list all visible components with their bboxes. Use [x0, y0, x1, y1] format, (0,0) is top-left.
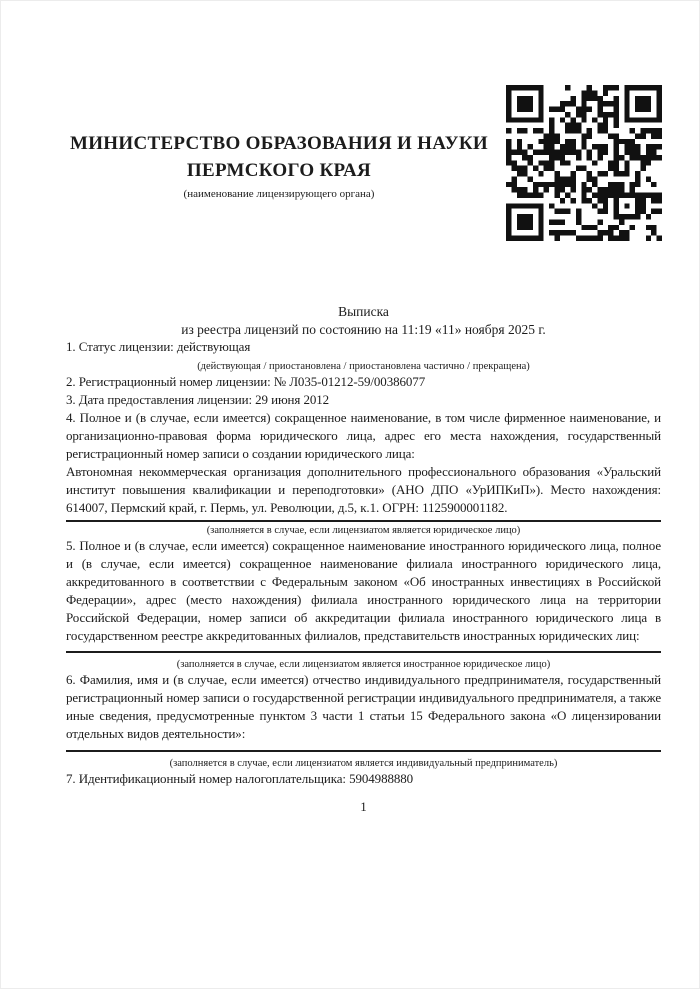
ministry-name-line2: ПЕРМСКОГО КРАЯ — [186, 160, 372, 181]
license-status-line: 1. Статус лицензии: действующая — [66, 339, 251, 354]
license-status-hint: (действующая / приостановлена / приостановлена частично / прекращена) — [197, 361, 530, 372]
license-grant-date-line: 3. Дата предоставления лицензии: 29 июня 2012 — [66, 392, 330, 407]
page-number: 1 — [360, 799, 367, 814]
blank-line-rule — [66, 520, 661, 522]
individual-entrepreneur-heading: 6. Фамилия, имя и (в случае, если имеется) отчество индивидуального предпринимателя, государственный регистрационный номер записи о государственной регистрации индивидуального предпринимателя, а также иные сведения, предусмотренные пунктом 3 части 1 статьи 15 Федерального закона «О лицензировании отдельных видов деятельности»: — [66, 672, 661, 741]
legal-entity-heading: 4. Полное и (в случае, если имеется) сокращенное наименование, в том числе фирменное наименование, и организационно-правовая форма юридического лица, адрес его места нахождения, государственный регистрационный номер записи о создании юридического лица: — [66, 410, 661, 461]
legal-entity-hint: (заполняется в случае, если лицензиатом является юридическое лицо) — [206, 525, 521, 536]
extract-title: Выписка — [338, 304, 389, 319]
inn-line: 7. Идентификационный номер налогоплательщика: 5904988880 — [66, 771, 414, 786]
individual-entrepreneur-section — [66, 671, 661, 770]
ministry-caption: (наименование лицензирующего органа) — [183, 188, 375, 200]
foreign-entity-section — [66, 537, 661, 671]
foreign-entity-hint: (заполняется в случае, если лицензиатом является иностранное юридическое лицо) — [176, 659, 551, 670]
license-reg-number-line: 2. Регистрационный номер лицензии: № Л035-01212-59/00386077 — [66, 374, 426, 389]
document-header — [1, 1, 699, 241]
licensing-authority — [69, 130, 489, 201]
legal-entity-value: Автономная некоммерческая организация дополнительного профессионального образования «Уральский институт повышения квалификации и переподготовки» (АНО ДПО «УрИПКиП»). Место нахождения: 614007, Пермский край, г. Пермь, ул. Революции, д.5, к.1. ОГРН: 1125900001182. — [66, 464, 661, 515]
qr-code — [506, 85, 662, 241]
extract-subtitle: из реестра лицензий по состоянию на 11:19 «11» ноября 2025 г. — [181, 321, 546, 337]
foreign-entity-heading: 5. Полное и (в случае, если имеется) сокращенное наименование иностранного юридического лица, полное и (в случае, если имеется) сокращенное наименование филиала иностранного юридического лица, аккредитованного в соответствии с Федеральным законом «Об иностранных инвестициях в Российской Федерации», адрес (место нахождения) филиала иностранного юридического лица на территории Российской Федерации, номер записи об аккредитации филиала иностранного юридического лица в государственном реестре аккредитованных филиалов, представительств иностранных юридических лиц: — [66, 538, 661, 643]
blank-line-rule — [66, 750, 661, 752]
extract-title-block — [66, 303, 661, 338]
extract-body — [1, 303, 699, 816]
individual-entrepreneur-hint: (заполняется в случае, если лицензиатом является индивидуальный предприниматель) — [169, 758, 558, 769]
blank-line-rule — [66, 651, 661, 653]
legal-entity-section — [66, 409, 661, 537]
ministry-name-line1: МИНИСТЕРСТВО ОБРАЗОВАНИЯ И НАУКИ — [69, 133, 489, 154]
